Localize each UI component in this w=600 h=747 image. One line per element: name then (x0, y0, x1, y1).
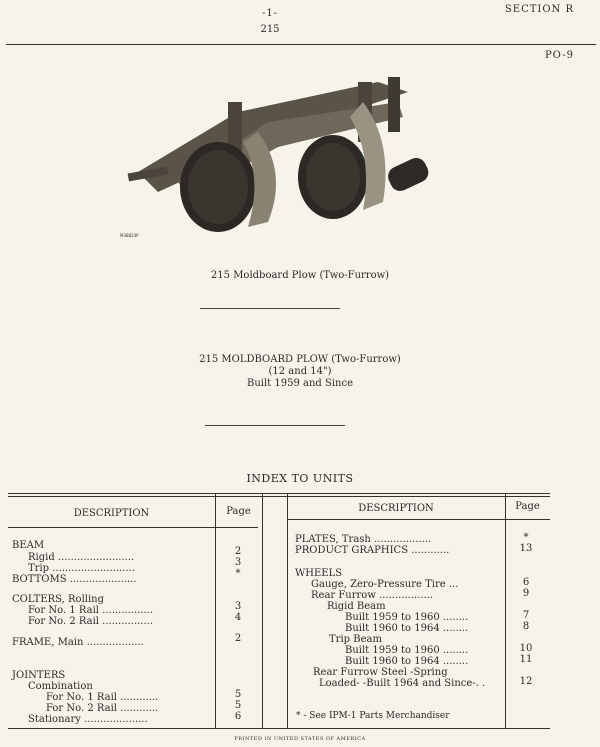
index-row: PRODUCT GRAPHICS ............ (295, 545, 450, 556)
title-line-3: Built 1959 and Since (246, 378, 353, 389)
title-line-1: 215 MOLDBOARD PLOW (Two-Furrow) (199, 354, 401, 365)
photo-id: M38823P (120, 233, 139, 238)
page-number: 215 (260, 24, 280, 35)
index-page: 12 (519, 676, 533, 687)
index-row: Built 1959 to 1960 ........ (345, 645, 469, 656)
index-page: 6 (234, 711, 242, 722)
index-row: Trip Beam (329, 634, 382, 645)
index-row: FRAME, Main .................. (12, 637, 144, 648)
index-row: Built 1960 to 1964 ........ (345, 656, 469, 667)
right-description-header: DESCRIPTION (358, 503, 434, 514)
index-page: 11 (519, 654, 533, 665)
index-row: BEAM (12, 540, 45, 551)
index-page: * (235, 568, 241, 579)
table-header-rule-left (8, 527, 258, 528)
caption-rule (200, 308, 340, 309)
index-row: For No. 2 Rail ................ (28, 616, 154, 627)
index-page: * (523, 532, 529, 543)
index-row: Rear Furrow ................. (311, 590, 434, 601)
table-top-rule-2 (8, 496, 550, 497)
index-row: For No. 2 Rail ............ (46, 703, 159, 714)
index-row: Trip .......................... (28, 563, 135, 574)
table-header-rule-right (288, 519, 550, 520)
page-marker: -1- (261, 8, 279, 19)
index-row: For No. 1 Rail ............ (46, 692, 159, 703)
index-title: INDEX TO UNITS (246, 472, 354, 485)
left-description-header: DESCRIPTION (73, 508, 150, 519)
index-row: BOTTOMS ..................... (12, 574, 137, 585)
footnote: * - See IPM-1 Parts Merchandiser (296, 711, 450, 721)
index-row: Built 1960 to 1964 ........ (345, 623, 469, 634)
right-page-header: Page (515, 501, 540, 512)
index-row: Loaded- -Built 1964 and Since-. . (319, 678, 486, 689)
index-row: Built 1959 to 1960 ........ (345, 612, 469, 623)
left-page-header: Page (226, 506, 251, 517)
table-vline-2 (262, 494, 263, 728)
printed-footer: PRINTED IN UNITED STATES OF AMERICA (234, 736, 366, 742)
table-bottom-rule (8, 728, 550, 729)
index-page: 8 (522, 621, 530, 632)
index-page: 5 (234, 689, 242, 700)
index-page: 4 (234, 612, 242, 623)
table-vline-1 (215, 494, 216, 728)
title-line-2: (12 and 14") (268, 366, 332, 377)
table-top-rule (8, 493, 550, 494)
index-page: 2 (234, 633, 242, 644)
title-rule (205, 425, 345, 426)
index-page: 7 (522, 610, 530, 621)
section-label: SECTION R (504, 4, 574, 15)
document-code: PO-9 (544, 50, 574, 61)
index-row: PLATES, Trash .................. (295, 534, 432, 545)
figure-caption: 215 Moldboard Plow (Two-Furrow) (210, 270, 390, 281)
index-row: Rigid Beam (327, 601, 386, 612)
header-rule (6, 44, 596, 45)
index-row: JOINTERS (12, 670, 66, 681)
index-row: Rear Furrow Steel -Spring (313, 667, 448, 678)
index-row: Gauge, Zero-Pressure Tire ... (311, 579, 459, 590)
index-page: 5 (234, 700, 242, 711)
index-page: 13 (519, 543, 533, 554)
table-vline-3 (287, 494, 288, 728)
index-page: 3 (234, 557, 242, 568)
index-row: WHEELS (295, 568, 343, 579)
index-row: Rigid ........................ (28, 552, 135, 563)
index-page: 3 (234, 601, 242, 612)
index-row: Stationary .................... (28, 714, 148, 725)
index-row: Combination (28, 681, 93, 692)
index-page: 9 (522, 588, 530, 599)
index-page: 2 (234, 546, 242, 557)
index-page: 10 (519, 643, 533, 654)
index-row: COLTERS, Rolling (12, 594, 105, 605)
plow-photo (118, 62, 438, 247)
index-row: For No. 1 Rail ................ (28, 605, 154, 616)
index-page: 6 (522, 577, 530, 588)
